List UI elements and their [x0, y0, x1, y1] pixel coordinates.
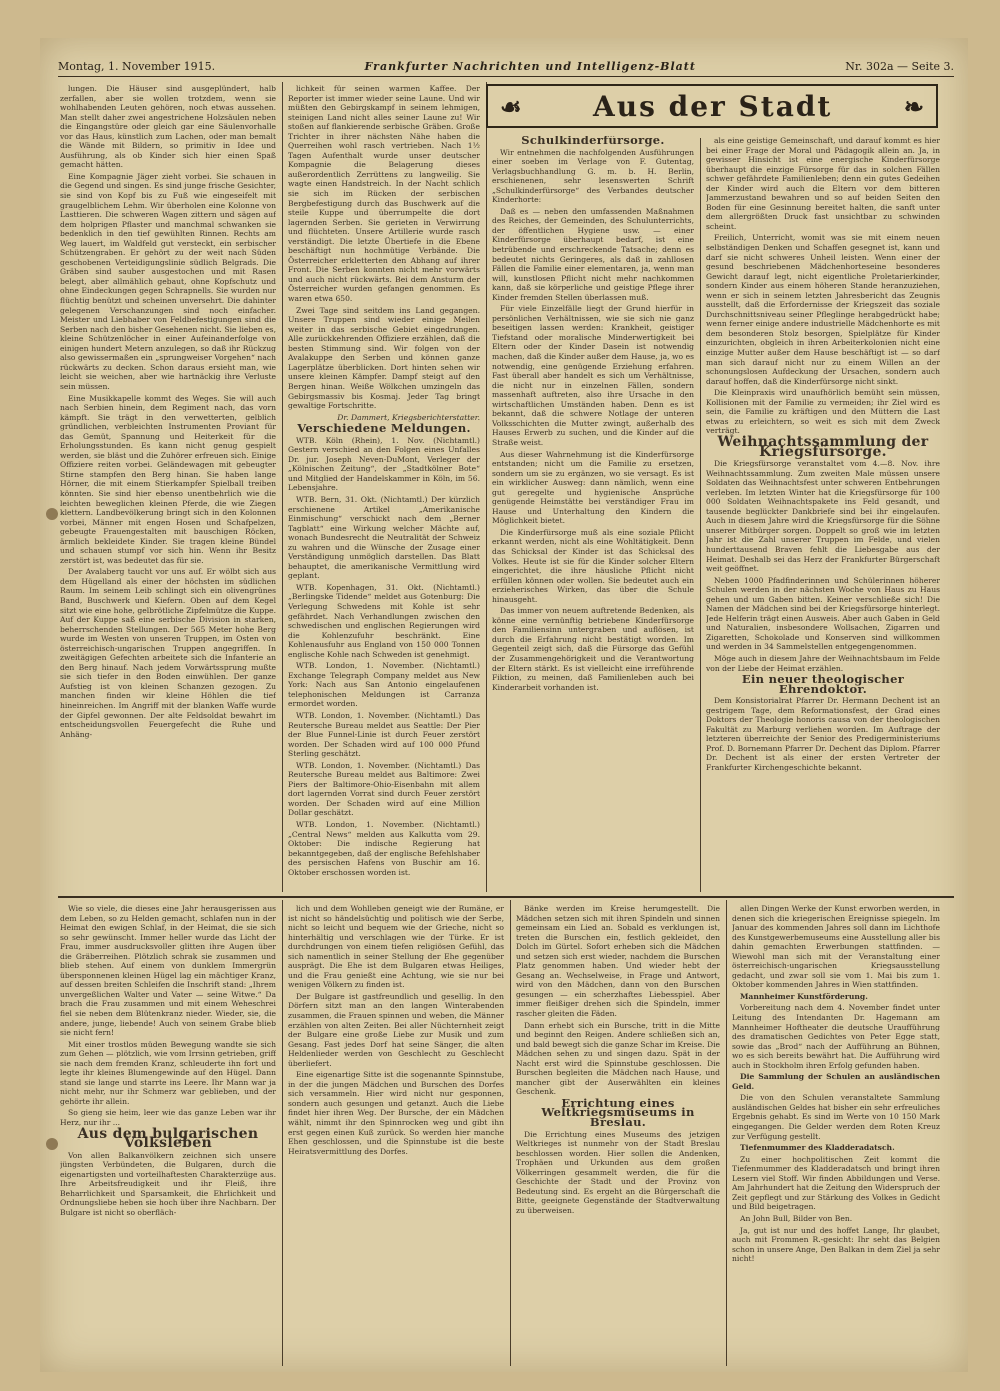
paragraph: lungen. Die Häuser sind ausgeplündert, halb zerfallen, aber sie wollen trotzdem, wenn sie wohlhabenden Leuten gehören, noch etwas aussehen. Man stellt daher zwei angestrichene Holzsäulen neben die Eingangstüre oder gleich gar eine Säulenvorhalle vor das Haus, künstlich zum Lachen, oder man bemalt die Wände mit Bildern, so primitiv in Idee und Ausführung, als ob Kinder sich hier einen Spaß gemacht hätten.: [60, 84, 276, 170]
paragraph: Bänke werden im Kreise herumgestellt. Die Mädchen setzen sich mit ihren Spindeln und sinnen gemeinsam ein Lied an. Sobald es verklungen ist, treten die Burschen ein, festlich gekleidet, den Dolch im Gürtel. Sofort erheben sich die Mädchen und setzen sich erst wieder, nachdem die Burschen Platz genommen haben. Und wieder hebt der Gesang an. Wechselweise, in Frage und Antwort, wird von den Mädchen, dann von den Burschen gesungen — ein scherzhaftes Liebesspiel. Aber immer fleißiger drehen sich die Spindeln, immer rascher gleiten die Fäden.: [516, 904, 720, 1019]
news-item: WTB. Köln (Rhein), 1. Nov. (Nichtamtl.) Gestern verschied an den Folgen eines Unfalles Dr. jur. Joseph Neven-DuMont, Verleger der „Kölnischen Zeitung“, der „Stadtkölner Bote“ und Mitglied der Handelskammer in Köln, im 56. Lebensjahre.: [288, 435, 480, 493]
paragraph: Der Bulgare ist gastfreundlich und gesellig. In den Dörfern sitzt man an den langen Winterabenden zusammen, die Frauen spinnen und weben, die Männer erzählen von alten Zeiten. Bei aller Nüchternheit zeigt der Bulgare eine große Liebe zur Musik und zum Gesang. Fast jedes Dorf hat seine Sänger, die alten Heldenlieder werden von Geschlecht zu Geschlecht überliefert.: [288, 991, 504, 1068]
page-header: [58, 56, 954, 77]
column-4: [706, 136, 940, 892]
ornament-left-icon: ☙: [500, 91, 522, 121]
column-1: [60, 84, 276, 892]
paragraph: lichkeit für seinen warmen Kaffee. Der Reporter ist immer wieder seine Laune. Und wir müßten den Gebirgskampf in seinem lehmigen, steinigen Land nicht alles seiner Laune zu! Wir stoßen auf flankierende serbische Gräben. Große Trichter in ihrer nächsten Nähe haben die Querreihen wohl rasch vertrieben. Nach 1½ Tagen Aufenthalt wurde unser deutscher Kompagnie die Belagerung dieses außerordentlich Zerrüttens zu langweilig. Sie wagte einen Handstreich. In der Nacht schlich sie sich im Rücken der serbischen Bergbefestigung durch das Buschwerk auf die steile Kuppe und überrumpelte die dort lagernden Serben. Sie gerieten in Verwirrung und flüchteten. Unsere Artillerie wurde rasch verständigt. Die letzte Übertiefe in die Ebene beschäftigt nun hochmütige Verbände. Die Österreicher erkletterten den Abhang auf ihrer Front. Die Serben konnten nicht mehr vorwärts und auch nicht rückwärts. Bei dem Ansturm der Österreicher wurden gefangen genommen. Es waren etwa 650.: [288, 84, 480, 304]
column-3: [492, 136, 694, 892]
lower-column-1: [60, 904, 276, 1364]
column-rule: [700, 138, 701, 892]
paragraph: Zu einer hochpolitischen Zeit kommt die Tiefenmummer des Kladderadatsch und bringt ihren Lesern viel Stoff. Wir finden Abbildungen und Verse. Am Jahrhundert hat die Zeitung den Widerspruch der Zeit gepflegt und zur Stärkung des Volkes in Gedicht und Bild beigetragen.: [732, 1154, 940, 1212]
article-heading: Aus dem bulgarischen Volksleben: [77, 1125, 259, 1152]
paragraph: Dann erhebt sich ein Bursche, tritt in die Mitte und beginnt den Reigen. Andere schließen sich an, und bald bewegt sich die ganze Schar im Kreise. Die Mädchen sehen zu und singen dazu. Spät in der Nacht erst wird die Spinnstube geschlossen. Die Burschen begleiten die Mädchen nach Hause, und mancher gibt der Auserwählten ein kleines Geschenk.: [516, 1020, 720, 1097]
news-item: WTB. London, 1. November. (Nichtamtl.) „Central News“ melden aus Kalkutta vom 29. Oktober: Die indische Regierung hat bekanntgegeben, daß der englische Befehlshaber des persischen Hafens von Buschir am 16. Oktober erschossen worden ist.: [288, 820, 480, 877]
paragraph: Der Avalaberg taucht vor uns auf. Er wölbt sich aus dem Hügelland als einer der höchsten im südlichen Raum. Im seinem Leib schlingt sich ein olivengrünes Band, Buschwerk und Kiefern. Oben auf dem Kegel sitzt wie eine hohe, gelbrötliche Zipfelmütze die Kuppe. Auf der Kuppe saß eine serbische Division in starken, beherrschenden Stellungen. Der 565 Meter hohe Berg wurde im Westen von unseren Truppen, im Osten von österreichisch-ungarischen Truppen angegriffen. In zweitägigen Gefechten arbeitete sich die Infanterie an den Berg hinauf. Nach jedem Vorwärtssprung mußte sie sich tiefer in den Boden einwühlen. Der ganze Aufstieg ist von kleinen Schanzen gezogen. Zu manchen finden wir kleine Höhlen die tief hineinreichen. Im Angriff mit der blanken Waffe wurde der Gipfel gewonnen. Der alte Feldsoldat bewahrt im entscheidungsvollen Feuergefecht die Ruhe und Anhäng-: [60, 567, 276, 739]
news-item: WTB. London, 1. November. (Nichtamtl.) Exchange Telegraph Company meldet aus New York: Nach aus San Antonio eingelaufenen telephonischen Meldungen ist Carranza ermordet worden.: [288, 661, 480, 709]
section-rule: [58, 896, 954, 898]
column-rule: [726, 900, 727, 1366]
article-heading: Verschiedene Meldungen.: [297, 421, 471, 436]
news-item: WTB. London, 1. November. (Nichtamtl.) Das Reutersche Bureau meldet aus Baltimore: Zwei Piers der Baltimore-Ohio-Eisenbahn mit allem dort lagernden Vorrat sind durch Feuer zerstört worden. Der Schaden wird auf eine Million Dollar geschätzt.: [288, 760, 480, 818]
paragraph: Das immer von neuem auftretende Bedenken, als könne eine vernünftig betriebene Kinderfürsorge den Familiensinn untergraben und auflösen, ist durch die Erfahrung nicht bestätigt worden. Im Gegenteil zeigt sich, daß die Fürsorge das Gefühl der Zusammengehörigkeit und die Verantwortung der Eltern stärkt. Es ist vielleicht eine irreführende Fiktion, zu meinen, daß Familienleben auch bei Kinderarbeit vorhanden ist.: [492, 606, 694, 692]
paragraph: Vorbereitung nach dem 4. November findet unter Leitung des Intendanten Dr. Hagemann am Mannheimer Hoftheater die deutsche Uraufführung des dramatischen Gedichtes von Peter Egge statt, sowie das „Brod“ nach der Aufführung an Bühnen, wo es sich bereits bewährt hat. Die Aufführung wird auch in Stockholm ihren Erfolg gefunden haben.: [732, 1003, 940, 1070]
article-heading: Errichtung eines Weltkriegsmuseums in Breslau.: [541, 1095, 695, 1130]
news-item: WTB. Kopenhagen, 31. Okt. (Nichtamtl.) „Berlingske Tidende“ meldet aus Gotenburg: Die Verlegung Schwedens mit Kohle ist sehr gefährdet. Nach Verhandlungen zwischen den schwedischen und englischen Regierungen wird die Kohlenzufuhr beschränkt. Eine Kohlenausfuhr aus England von 150 000 Tonnen englische Kohle nach Schweden ist genehmigt.: [288, 582, 480, 659]
article-heading: Die Sammlung der Schulen an ausländischen Geld.: [732, 1072, 940, 1091]
paragraph: Möge auch in diesem Jahre der Weihnachtsbaum im Felde von der Liebe der Heimat erzählen.: [706, 653, 940, 673]
section-banner: [486, 84, 938, 128]
paragraph: Die Errichtung eines Museums des jetzigen Weltkrieges ist nunmehr von der Stadt Breslau beschlossen worden. Hier sollen die Andenken, Trophäen und Urkunden aus dem großen Völkerringen gesammelt werden, die für die Geschichte der Stadt und der Provinz von Bedeutung sind. Es ergeht an die Bürgerschaft die Bitte, geeignete Gegenstände der Stadtverwaltung zu überweisen.: [516, 1129, 720, 1215]
paragraph: Wie so viele, die dieses eine Jahr herausgerissen aus dem Leben, so zu Helden gemacht, schlafen nun in der Heimat den ewigen Schlaf, in der Heimat, die sie sich so sehr gewünscht. Immer heller wurde das Licht der Frau, immer ausdrucksvoller glitten ihre Augen über die Gräberreihen. Plötzlich schrak sie zusammen und blieb stehen. Auf einem von dunklem Immergrün übersponnenen kleinen Hügel lag ein mächtiger Kranz, auf dessen breiten Schleifen die Inschrift stand: „Ihrem unvergeßlichen Walter und Vater — seine Witwe.“ Da brach die Frau zusammen und mit einem Weheschrei fiel sie neben dem Blütenkranz nieder. Wieder, sie, die andere, junge, liebende! Auch von seinem Grabe blieb sie nicht fern!: [60, 904, 276, 1038]
paragraph: Mit einer trostlos müden Bewegung wandte sie sich zum Gehen — plötzlich, wie vom Irrsinn getrieben, griff sie nach dem fremden Kranz, schleuderte ihn fort und legte ihr kleines Blumengewinde auf den Hügel. Dann stand sie lange und starrte ins Leere. Ihr Mann war ja nicht mehr, nur ihr Schmerz war geblieben, und der gehörte ihr allein.: [60, 1039, 276, 1106]
article-heading: Weihnachtssammlung der Kriegsfürsorge.: [717, 433, 929, 460]
binding-hole: [46, 508, 58, 520]
paragraph: Dem Konsistorialrat Pfarrer Dr. Hermann Dechent ist an gestrigem Tage, dem Reformationsfest, der Grad eines Doktors der Theologie honoris causa von der theologischen Fakultät zu Marburg verliehen worden. Im Auftrage der letzteren überreichte der Senior des Predigerministeriums Prof. D. Bornemann Pfarrer Dr. Dechent das Diplom. Pfarrer Dr. Dechent ist als einer der ersten Vertreter der Frankfurter Kirchengeschichte bekannt.: [706, 696, 940, 772]
paragraph: als eine geistige Gemeinschaft, und darauf kommt es hier bei einer Frage der Moral und Pädagogik allein an. Ja, in gewisser Hinsicht ist eine energische Kinderfürsorge überhaupt die einzige Fürsorge für das in solchen Fällen schwer gefährdete Familienleben; denn ein gutes Gedeihen der Kinder wird auch die Eltern vor dem bitteren Jammerzustand bewahren und so auf beiden Seiten den Boden für eine Gesinnung bereitet halten, die sanft unter dem allergrößten Druck fast unsichtbar zu schwinden scheint.: [706, 136, 940, 231]
paragraph: Eine Kompagnie Jäger zieht vorbei. Sie schauen in die Gegend und singen. Es sind junge frische Gesichter, sie sind von Kopf bis zu Fuß wie eingeseifelt mit graugelblichem Lehm. Wir überholen eine Kolonne von Lasttieren. Die schweren Wagen zittern und sägen auf dem holprigen Pflaster und manchmal schwanken sie bedenklich in den tief gewühlten Rinnen. Rechts am Weg lauert, im Waldfeld gut versteckt, ein serbischer Schützengraben. Er gehört zu der weit nach Süden geschobenen Verteidigungslinie südlich Belgrads. Die Gräben sind sauber ausgestochen und mit Rasen belegt, aber allmählich gebaut, ohne Kopfschutz und ohne Eindeckungen gegen Schrapnells. Sie wurden nur flüchtig benützt und scheinen unversehrt. Die dahinter gelegenen Verschanzungen sind noch einfacher. Meister und Liebhaber von Feldbefestigungen sind die Serben nach den bisher Gesehenen nicht. Sie lieben es, kleine Schützenlöcher in einer Aufeinanderfolge von einigen hundert Metern anzulegen, so daß ihr Rückzug also gewissermaßen ein „sprungweiser Vorgehen“ nach rückwärts zu decken. Schon daraus ersieht man, wie leicht sie weichen, aber wie hartnäckig ihre Verluste sein müssen.: [60, 171, 276, 391]
paragraph: Neben 1000 Pfadfinderinnen und Schülerinnen höherer Schulen werden in der nächsten Woche von Haus zu Haus gehen und um Gaben bitten. Keiner verschließe sich! Die Namen der Mädchen sind bei der Kriegsfürsorge hinterlegt. Jede Helferin trägt einen Ausweis. Aber auch Gaben in Geld und Naturalien, insbesondere Wollsachen, Zigarren und Zigaretten, Schokolade und Konserven sind willkommen und werden in 34 Sammelstellen entgegengenommen.: [706, 575, 940, 652]
paragraph: Die von den Schulen veranstaltete Sammlung ausländischen Geldes hat bisher ein sehr erfreuliches Ergebnis gehabt. Es sind im Werte von 10 150 Mark eingegangen. Die Gelder werden dem Roten Kreuz zur Verfügung gestellt.: [732, 1093, 940, 1141]
paragraph: lich und dem Wohlleben geneigt wie der Rumäne, er ist nicht so händelsüchtig und politisch wie der Serbe, nicht so leicht und bequem wie der Grieche, nicht so hinterhältig und verschlagen wie der Türke. Er ist durchdrungen von einem tiefen religiösen Gefühl, das sich namentlich in seiner Stellung der Ehe gegenüber ausprägt. Die Ehe ist dem Bulgaren etwas Heiliges, und die Frau genießt eine Achtung, wie sie nur bei wenigen Völkern zu finden ist.: [288, 904, 504, 990]
paragraph: Freilich, Unterricht, womit was sie mit einem neuen selbständigen Denken und Schaffen gesegnet ist, kann und darf sie nicht schweres Unheil leisten. Wenn einer der gesund beschriebenen Mädchenhorteseine besonderes Gewicht darauf legt, nicht eigentliche Proletarierkinder, sondern Kinder aus einem höheren Stande heranzuziehen, wenn er sich in seinem letzten Jahresbericht das Zeugnis ausstellt, daß die Erfordernisse der Kriegszeit das soziale Durchschnittsniveau seiner Pfleglinge herabgedrückt habe; wenn ferner einige andere industrielle Mädchenhorte es mit dem besonderen Stolz besorgen, Spielplätze für Kinder einzurichten, obgleich in ihren Arbeiterkolonien nicht eine einzige Mutter außer dem Hause beschäftigt ist — so darf man sich darauf nicht nur zu einem Willen an der schonungslosen Aufdeckung der Ursachen, sondern auch darauf hoffen, daß die Kinderfürsorge nicht sinkt.: [706, 233, 940, 386]
page-number: Nr. 302a — Seite 3.: [845, 59, 954, 73]
lower-column-2: [288, 904, 504, 1364]
paragraph: So gieng sie heim, leer wie das ganze Leben war ihr Herz, nur ihr ...: [60, 1108, 276, 1128]
column-rule: [282, 82, 283, 892]
paragraph: allen Dingen Werke der Kunst erworben werden, in denen sich die kriegerischen Ereignisse spiegeln. Im Januar des kommenden Jahres soll dann im Lichthofe des Kunstgewerbemuseums eine Ausstellung aller bis dahin gemachten Erwerbungen stattfinden. — Wiewohl man sich mit der Veranstaltung einer österreichisch-ungarischen Kriegsausstellung gedacht, und zwar soll sie vom 1. Mai bis zum 1. Oktober kommenden Jahres in Wien stattfinden.: [732, 904, 940, 990]
paragraph: Eine eigenartige Sitte ist die sogenannte Spinnstube, in der die jungen Mädchen und Burschen des Dorfes sich versammeln. Hier wird nicht nur gesponnen, sondern auch gesungen und getanzt. Auch die Liebe findet hier ihren Weg. Der Bursche, der ein Mädchen wählt, nimmt ihr den Spinnrocken weg und gibt ihn erst gegen einen Kuß zurück. So werden hier manche Ehen geschlossen, und die Spinnstube ist die beste Heiratsvermittlung des Dorfes.: [288, 1070, 504, 1156]
column-rule: [510, 900, 511, 1366]
ornament-right-icon: ❧: [903, 91, 924, 121]
paragraph: An John Bull, Bilder von Ben.: [740, 1213, 853, 1223]
paragraph: Zwei Tage sind seitdem ins Land gegangen. Unsere Truppen sind wieder einige Meilen weiter in das serbische Gebiet eingedrungen. Alle zurückkehrenden Offiziere erzählen, daß die besten Stimmung sind. Wir folgen von der Avalakuppe den Serben und können ganze Lagerplätze überblicken. Dort hinten sehen wir unsere kleinen Kämpfer. Dampf steigt auf den Bergen hinan. Weiße Wölkchen umzingeln das Gebirgsmassiv bis Kosmaj. Jeder Tag bringt gewaltige Fortschritte.: [288, 305, 480, 411]
column-rule: [486, 82, 487, 892]
paragraph: Wir entnehmen die nachfolgenden Ausführungen einer soeben im Verlage von F. Gutentag, Verlagsbuchhandlung G. m. b. H. Berlin, erschienenen, sehr lesenswerten Schrift „Schulkinderfürsorge“ des Verbandes deutscher Kinderhorte:: [492, 147, 694, 205]
article-heading: Tiefenmummer des Kladderadatsch.: [740, 1143, 895, 1153]
news-item: WTB. London, 1. November. (Nichtamtl.) Das Reutersche Bureau meldet aus Seattle: Der Pier der Blue Funnel-Linie ist durch Feuer zerstört worden. Der Schaden wird auf 100 000 Pfund Sterling geschätzt.: [288, 711, 480, 759]
paragraph: Daß es — neben den umfassenden Maßnahmen des Reiches, der Gemeinden, des Schulunterrichts, der öffentlichen Hygiene usw. — einer Kinderfürsorge überhaupt bedarf, ist eine betrübende und erschreckende Tatsache; denn es bedeutet nichts Geringeres, als daß in zahllosen Fällen die Familie einer elementaren, ja, wenn man will, kunstlosen Pflicht nicht mehr nachkommen kann, daß sie körperliche und geistige Pflege ihrer Kinder fremden Stellen überlassen muß.: [492, 206, 694, 302]
paragraph: Ja, gut ist nur und des hoffet Lange, Ihr glaubet, auch mit Frommen R.-gesicht: Ihr seht das Belgien schon in unsere Ange, Den Balkan in dem Ziel ja sehr nicht!: [732, 1225, 940, 1264]
article-heading: Ein neuer theologischer Ehrendoktor.: [741, 672, 905, 696]
paragraph: Die Kinderfürsorge muß als eine soziale Pflicht erkannt werden, nicht als eine Wohltätigkeit. Denn das Schicksal der Kinder ist das Schicksal des Volkes. Heute ist sie für die Kinder solcher Eltern eingerichtet, die ihre häusliche Pflicht nicht erfüllen können oder wollen. Sie bedeutet auch ein erzieherisches Wirken, das über die Schule hinausgeht.: [492, 527, 694, 604]
lower-column-3: [516, 904, 720, 1364]
paragraph: Von allen Balkanvölkern zeichnen sich unsere jüngsten Verbündeten, die Bulgaren, durch die eigenartigsten und vorteilhaftesten Charakterzüge aus. Ihre Arbeitsfreudigkeit und ihr Fleiß, ihre Beharrlichkeit und Sparsamkeit, die Ehrlichkeit und Ordnungsliebe heben sie hoch über ihre Nachbarn. Der Bulgare ist nicht so oberfläch-: [60, 1150, 276, 1217]
paragraph: Die Kleinpraxis wird unaufhörlich bemüht sein müssen, Kollisionen mit der Familie zu vermeiden; ihr Ziel wird es sein, die Familie zu kräftigen und den Müttern die Last etwas zu erleichtern, so weit es sich mit dem Zweck verträgt.: [706, 388, 940, 436]
issue-date: Montag, 1. November 1915.: [58, 59, 216, 73]
paragraph: Eine Musikkapelle kommt des Weges. Sie will auch nach Serbien hinein, dem Regiment nach, das vorn kämpft. Sie trägt in den verwetterten, gelblich gründlichen, verbleichten Instrumenten Proviant für das Gemüt, Spannung und Heiterkeit für die Erholungsstunden. Es kann nicht genug gespielt werden, sie bläst und die Zuhörer erfreuen sich. Einige Offiziere reiten vorbei. Geländewagen mit gebeugter Stirne stampfen den Berg hinan. Sie haben lange Hörner, die mit einem Stierkampfer Spielball treiben könnten. Sie sind hier ebenso unentbehrlich wie die leichten beweglichen kleinen Pferde, die wie Ziegen klettern. Landbevölkerung bringt sich in den Kolonnen vorbei, Männer mit engen Hosen und Schafpelzen, gebeugte Frauengestalten mit bauschigen Röcken, ärmlich bekleidete Kinder. Sie tragen kleine Bündel und schauen stumpf vor sich hin. Wenn ihr Besitz zerstört ist, was bedeutet das für sie.: [60, 393, 276, 565]
paragraph: Die Kriegsfürsorge veranstaltet vom 4.—8. Nov. ihre Weihnachtssammlung. Zum zweiten Male müssen unsere Soldaten das Weihnachtsfest unter schweren Entbehrungen verleben. Im letzten Winter hat die Kriegsfürsorge für 100 000 Soldaten Weihnachtspakete ins Feld gesandt, und tausende beglückter Dankbriefe sind bei ihr eingelaufen. Auch in diesem Jahre wird die Kriegsfürsorge für die Söhne unserer Mitbürger sorgen. Doppelt so groß wie im letzten Jahr ist die Zahl unserer Truppen im Felde, und vielen hunderttausend Braven fehlt die Liebesgabe aus der Heimat. Deshalb sei das Herz der Frankfurter Bürgerschaft weit geöffnet.: [706, 459, 940, 574]
column-rule: [282, 900, 283, 1366]
lower-column-4: [732, 904, 940, 1364]
column-2: [288, 84, 480, 892]
paragraph: Für viele Einzelfälle liegt der Grund hierfür in persönlichen Verhältnissen, wie sie sich nie ganz beseitigen lassen werden: Krankheit, geistiger Tiefstand oder moralische Minderwertigkeit bei Eltern oder der Kinder Dasein ist notwendig machen, daß die Kinder außer dem Hause, ja, wo es notwendig, eine genügende Erziehung erfahren. Fast überall aber handelt es sich um Verhältnisse, die nicht nur in einzelnen Fällen, sondern massenhaft auftreten, also ihre Ursache in den wirtschaftlichen Umständen haben. Denn es ist bekannt, daß die schwere Notlage der unteren Volksschichten die Mutter zwingt, außerhalb des Hauses Erwerb zu suchen, und die Kinder auf die Straße weist.: [492, 304, 694, 447]
binding-hole: [46, 1138, 58, 1150]
article-heading: Schulkinderfürsorge.: [521, 136, 665, 147]
news-item: WTB. Bern, 31. Okt. (Nichtamtl.) Der kürzlich erschienene Artikel „Amerikanische Einmischung“ verschickt nach dem „Berner Tagblatt“ eine Wirkung welcher Mächte auf, wonach Bundesrecht die Neutralität der Schweiz zu wahren und die Wünsche der Zusage einer Verständigung unmöglich darstellen. Das Blatt behauptet, die amerikanische Vermittlung wird geplant.: [288, 494, 480, 581]
masthead: Frankfurter Nachrichten und Intelligenz-Blatt: [364, 59, 696, 73]
newspaper-page: [40, 38, 968, 1372]
paragraph: Aus dieser Wahrnehmung ist die Kinderfürsorge entstanden; nicht um die Familie zu ersetzen, sondern um sie zu ergänzen, wo sie versagt. Es ist ein wirklicher Ausweg: dann nämlich, wenn eine gut geregelte und hygienische Ansprüche genügende Heimstätte bei verständiger Frau im Hause und Unterhaltung den Kindern die Möglichkeit bietet.: [492, 449, 694, 526]
article-heading: Mannheimer Kunstförderung.: [740, 991, 868, 1001]
section-title: Aus der Stadt: [593, 89, 833, 123]
author-signature: Dr. Dammert, Kriegsberichterstatter.: [337, 412, 480, 422]
